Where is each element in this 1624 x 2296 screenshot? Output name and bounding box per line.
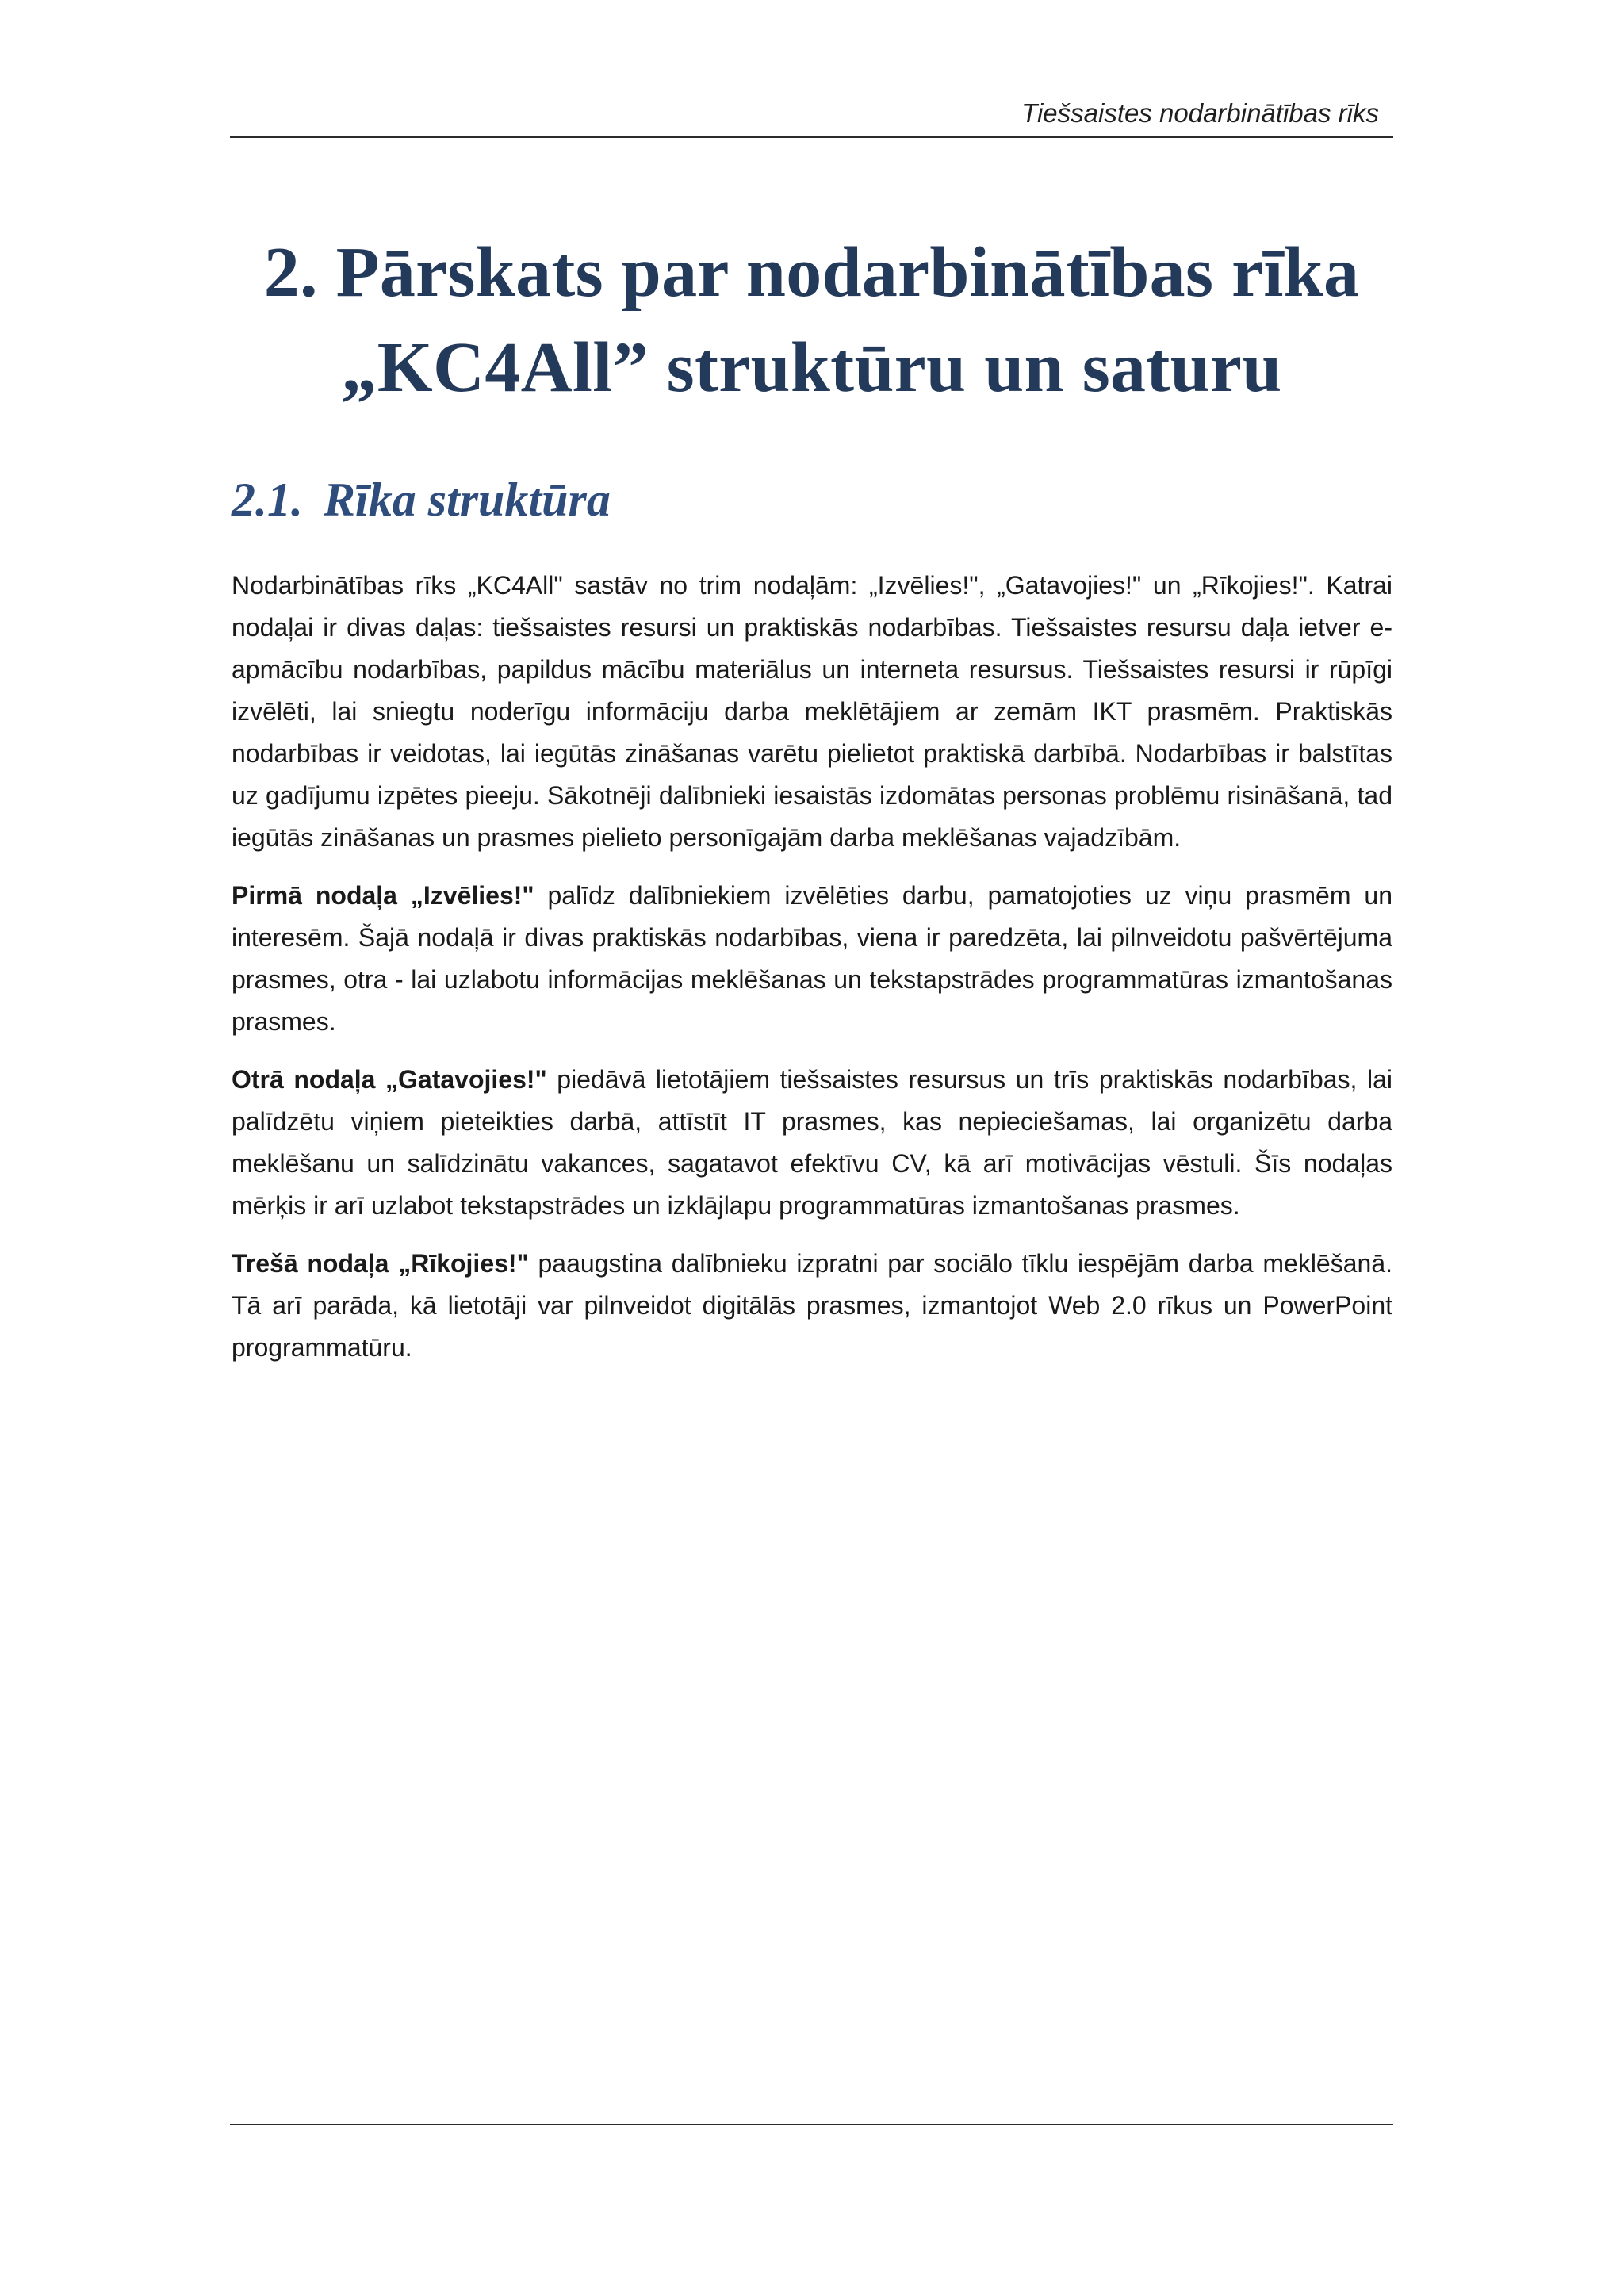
running-title: Tiešsaistes nodarbinātības rīks [1021, 98, 1379, 128]
section-number: 2.1. [232, 473, 303, 526]
chapter-title [222, 225, 1401, 416]
paragraph-second-chapter-lead: Otrā nodaļa „Gatavojies!" [232, 1065, 547, 1094]
body-text [232, 565, 1392, 1385]
paragraph-third-chapter-lead: Trešā nodaļa „Rīkojies!" [232, 1249, 529, 1278]
chapter-title-line-1: 2. Pārskats par nodarbinātības rīka [263, 233, 1360, 312]
section-title-text: Rīka struktūra [324, 473, 611, 526]
chapter-title-line-2: „KC4All” struktūru un saturu [341, 328, 1282, 407]
paragraph-intro: Nodarbinātības rīks „KC4All" sastāv no trim nodaļām: „Izvēlies!", „Gatavojies!" un „Rīkojies!". Katrai nodaļai ir divas daļas: tiešsaistes resursi un praktiskās nodarbības. Tiešsaistes resursu daļa ietver e-apmācību nodarbības, papildus mācību materiālus un interneta resursus. Tiešsaistes resursi ir rūpīgi izvēlēti, lai sniegtu noderīgu informāciju darba meklētājiem ar zemām IKT prasmēm. Praktiskās nodarbības ir veidotas, lai iegūtās zināšanas varētu pielietot praktiskā darbībā. Nodarbības ir balstītas uz gadījumu izpētes pieeju. Sākotnēji dalībnieki iesaistās izdomātas personas problēmu risināšanā, tad iegūtās zināšanas un prasmes pielieto personīgajām darba meklēšanas vajadzībām. [232, 571, 1392, 852]
paragraph-second-chapter [232, 1059, 1392, 1227]
section-title [232, 468, 611, 531]
paragraph-first-chapter-text: palīdz dalībniekiem izvēlēties darbu, pamatojoties uz viņu prasmēm un interesēm. Šajā nodaļā ir divas praktiskās nodarbības, viena ir paredzēta, lai pilnveidotu pašvērtējuma prasmes, otra - lai uzlabotu informācijas meklēšanas un tekstapstrādes programmatūras izmantošanas prasmes. [232, 881, 1392, 1036]
page-header [230, 94, 1393, 138]
paragraph-first-chapter [232, 875, 1392, 1043]
footer-rule [230, 2124, 1393, 2125]
paragraph-third-chapter [232, 1243, 1392, 1369]
paragraph-second-chapter-text: piedāvā lietotājiem tiešsaistes resursus un trīs praktiskās nodarbības, lai palīdzētu viņiem pieteikties darbā, attīstīt IT prasmes, kas nepieciešamas, lai organizētu darba meklēšanu un salīdzinātu vakances, sagatavot efektīvu CV, kā arī motivācijas vēstuli. Šīs nodaļas mērķis ir arī uzlabot tekstapstrādes un izklājlapu programmatūras izmantošanas prasmes. [232, 1065, 1393, 1220]
paragraph-first-chapter-lead: Pirmā nodaļa „Izvēlies!" [232, 881, 534, 910]
paragraph-third-chapter-text: paaugstina dalībnieku izpratni par sociālo tīklu iespējām darba meklēšanā. Tā arī parāda, kā lietotāji var pilnveidot digitālās prasmes, izmantojot Web 2.0 rīkus un PowerPoint programmatūru. [232, 1249, 1393, 1362]
